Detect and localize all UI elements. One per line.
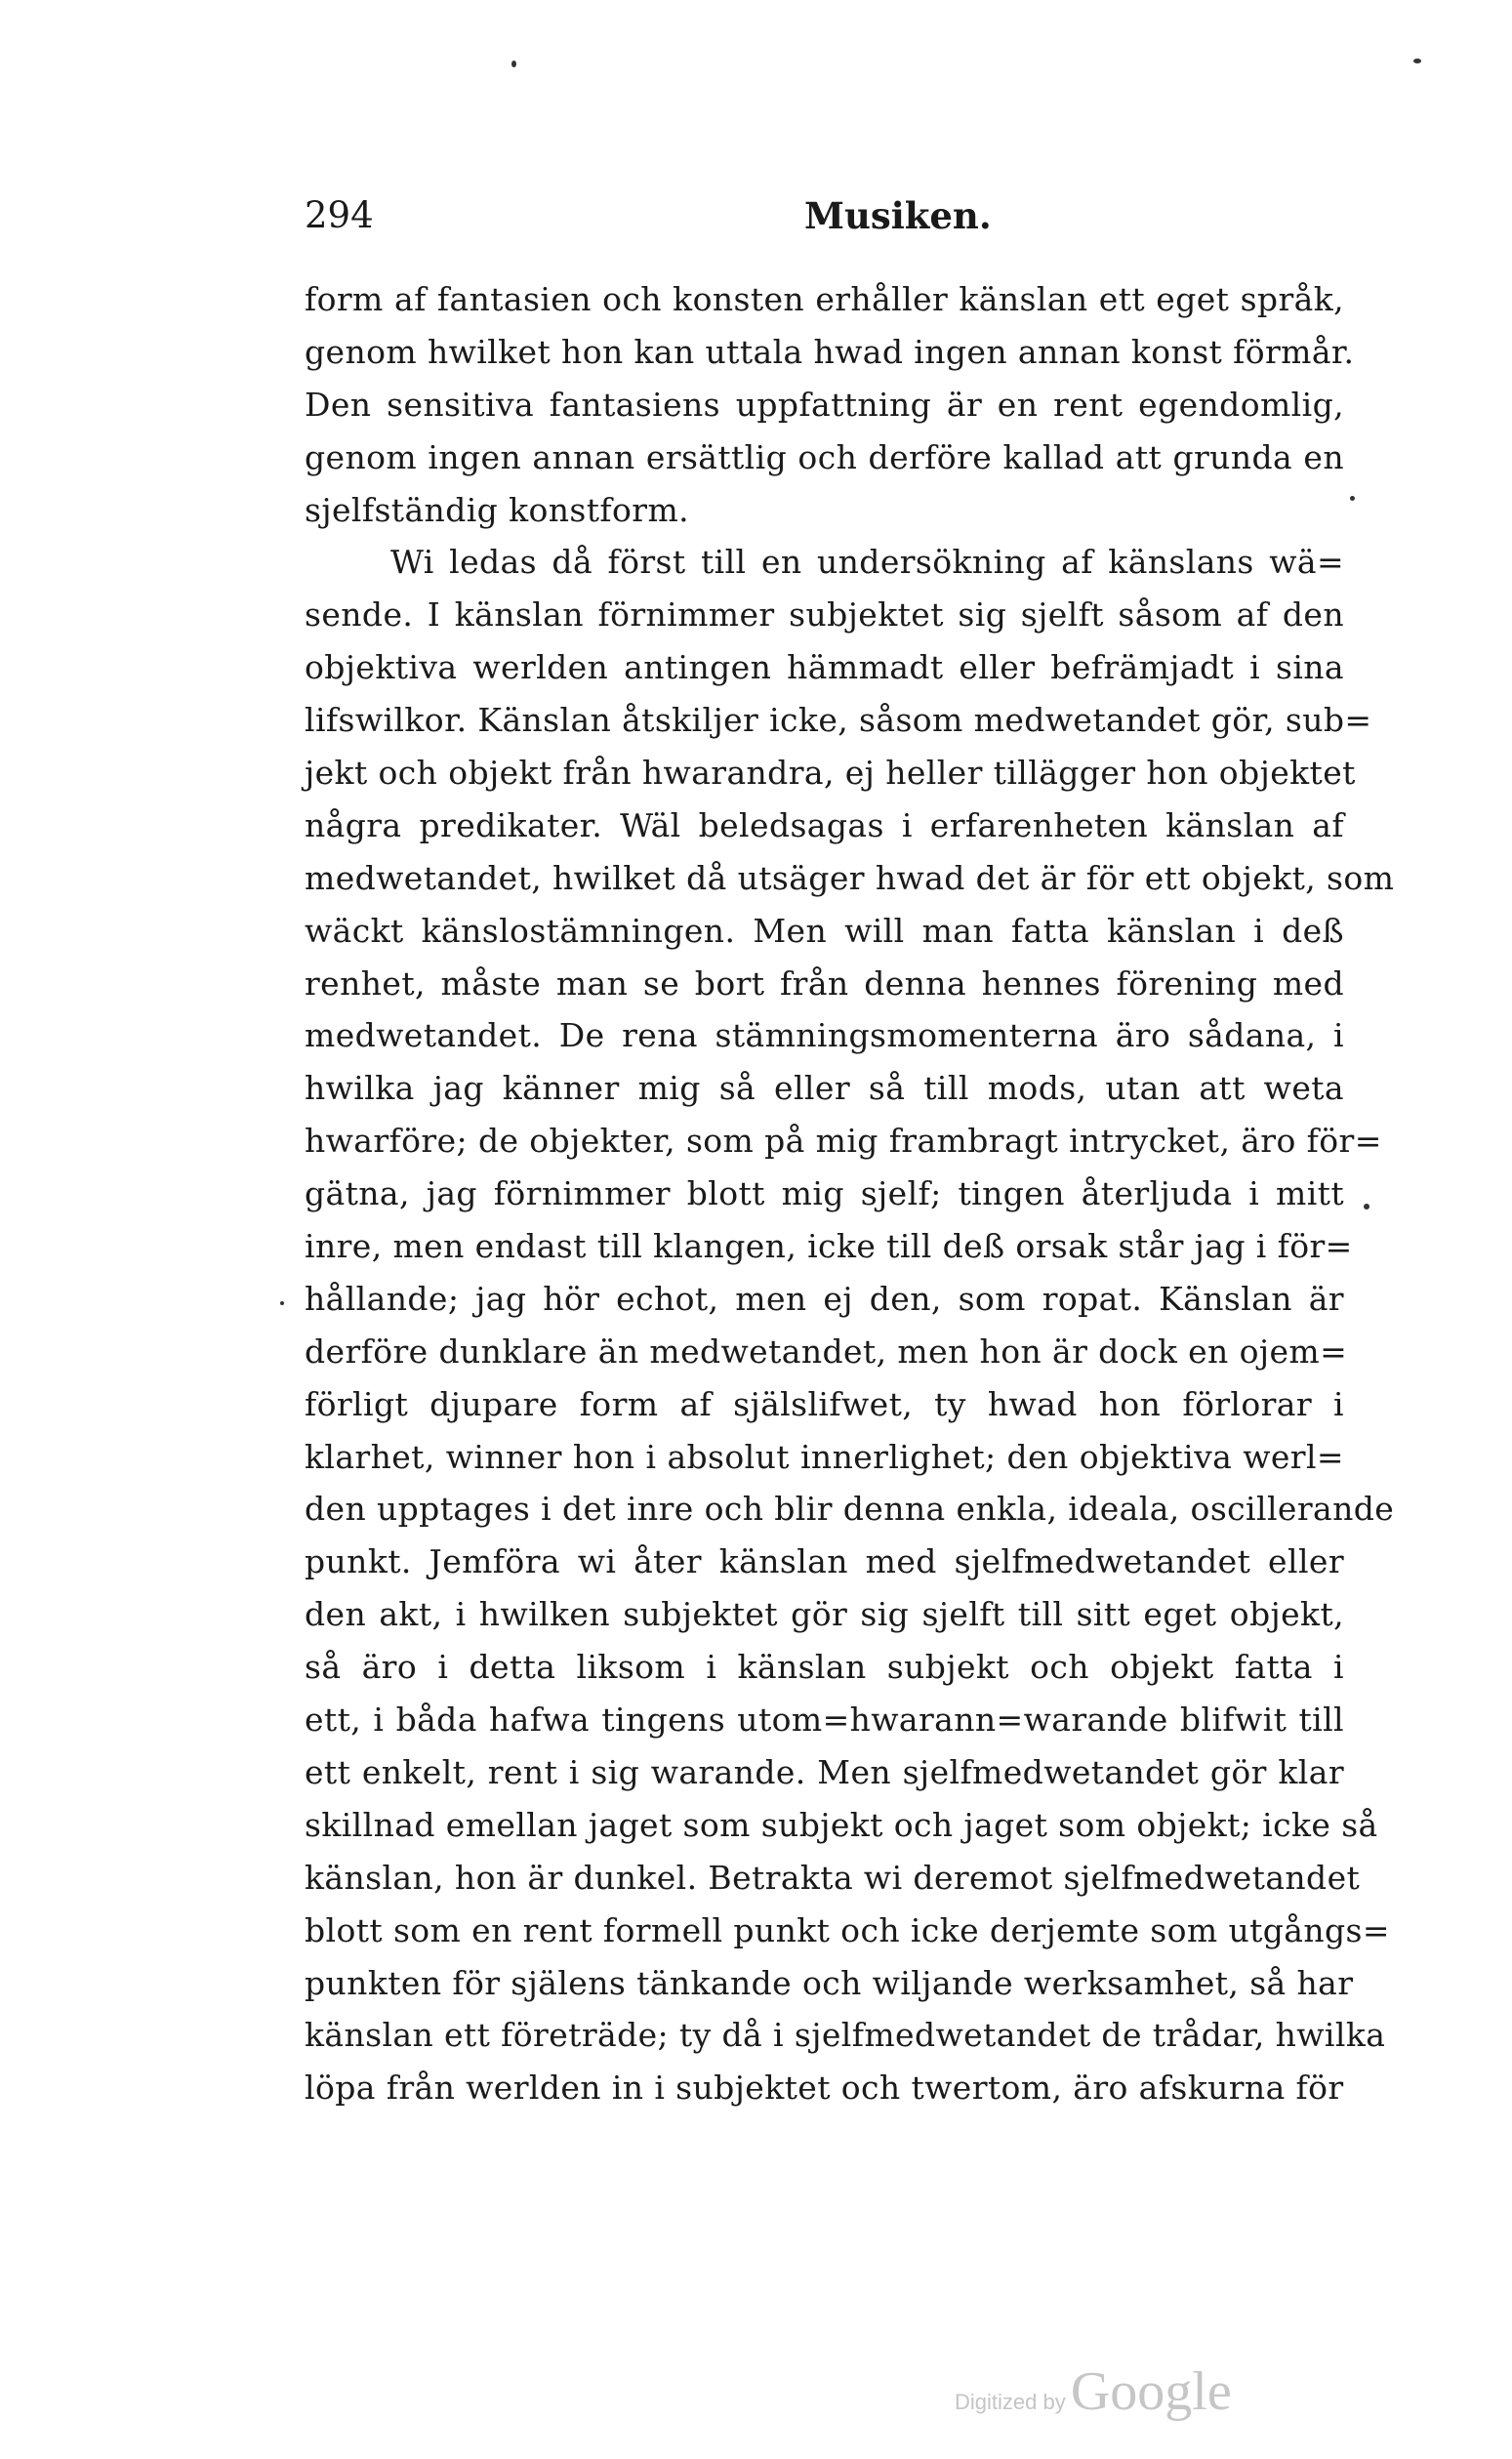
text-line: blott som en rent formell punkt och icke derjemte som utgångs= (305, 1910, 1390, 1949)
text-line: hwarföre; de objekter, som på mig frambragt intrycket, äro för= (305, 1122, 1382, 1161)
text-line: den upptages i det inre och blir denna enkla, ideala, oscillerande (305, 1490, 1395, 1529)
text-line: förligt djupare form af själslifwet, ty hwad hon förlorar i (305, 1384, 1344, 1423)
text-line: genom ingen annan ersättlig och derföre kallad att grunda en (305, 437, 1344, 476)
text-line: Wi ledas då först till en undersökning af känslans wä= (390, 543, 1344, 582)
text-line: form af fantasien och konsten erhåller känslan ett eget språk, (305, 280, 1344, 318)
text-line: medwetandet. De rena stämningsmomenterna äro sådana, i (305, 1016, 1344, 1055)
text-line: ett, i båda hafwa tingens utom=hwarann=warande blifwit till (305, 1701, 1344, 1740)
text-line: löpa från werlden in i subjektet och twertom, äro afskurna för (305, 2069, 1344, 2108)
text-line: så äro i detta liksom i känslan subjekt och objekt fatta i (305, 1648, 1344, 1687)
scan-speck (511, 61, 516, 67)
scan-speck (1350, 496, 1355, 501)
text-line: sende. I känslan förnimmer subjektet sig sjelft såsom af den (305, 595, 1344, 635)
running-title: Musiken. (804, 194, 992, 237)
scan-speck (280, 1301, 284, 1305)
scan-speck (1413, 59, 1421, 63)
text-line: gätna, jag förnimmer blott mig sjelf; tingen återljuda i mitt (305, 1174, 1344, 1213)
text-line: hållande; jag hör echot, men ej den, som ropat. Känslan är (305, 1279, 1344, 1318)
text-line: känslan, hon är dunkel. Betrakta wi deremot sjelfmedwetandet (305, 1858, 1361, 1897)
text-line: ett enkelt, rent i sig warande. Men sjelfmedwetandet gör klar (305, 1752, 1344, 1791)
text-line: renhet, måste man se bort från denna hennes förening med (305, 963, 1344, 1003)
text-line: Den sensitiva fantasiens uppfattning är en rent egendomlig, (305, 385, 1344, 424)
text-line: genom hwilket hon kan uttala hwad ingen annan konst förmår. (305, 332, 1355, 371)
text-line: wäckt känslostämningen. Men will man fatta känslan i deß (305, 911, 1344, 950)
text-line: inre, men endast till klangen, icke till deß orsak står jag i för= (305, 1227, 1353, 1266)
digitized-watermark (955, 2360, 1232, 2422)
text-line: lifswilkor. Känslan åtskiljer icke, såsom medwetandet gör, sub= (305, 701, 1372, 740)
page-header (305, 191, 1344, 240)
text-line: några predikater. Wäl beledsagas i erfarenheten känslan af (305, 805, 1344, 844)
text-line: klarhet, winner hon i absolut innerlighet; den objektiva werl= (305, 1437, 1344, 1476)
watermark-prefix: Digitized by (955, 2390, 1066, 2414)
text-line: den akt, i hwilken subjektet gör sig sjelft till sitt eget objekt, (305, 1595, 1344, 1634)
text-line: derföre dunklare än medwetandet, men hon är dock en ojem= (305, 1332, 1348, 1371)
page-number: 294 (305, 194, 374, 236)
body-text (305, 273, 1395, 2114)
text-line: hwilka jag känner mig så eller så till mods, utan att weta (305, 1069, 1344, 1108)
text-line: punkt. Jemföra wi åter känslan med sjelfmedwetandet eller (305, 1542, 1344, 1581)
text-line: punkten för själens tänkande och wiljande werksamhet, så har (305, 1963, 1354, 2002)
text-line: medwetandet, hwilket då utsäger hwad det är för ett objekt, som (305, 858, 1395, 897)
text-line: jekt och objekt från hwarandra, ej heller tillägger hon objektet (305, 754, 1356, 793)
text-line: skillnad emellan jaget som subjekt och jaget som objekt; icke så (305, 1805, 1378, 1844)
text-line: sjelfständig konstform. (305, 490, 690, 529)
google-logo: Google (1070, 2361, 1232, 2422)
scan-speck (1364, 1204, 1369, 1209)
text-line: objektiva werlden antingen hämmadt eller befrämjadt i sina (305, 648, 1344, 687)
text-line: känslan ett företräde; ty då i sjelfmedwetandet de trådar, hwilka (305, 2016, 1386, 2055)
